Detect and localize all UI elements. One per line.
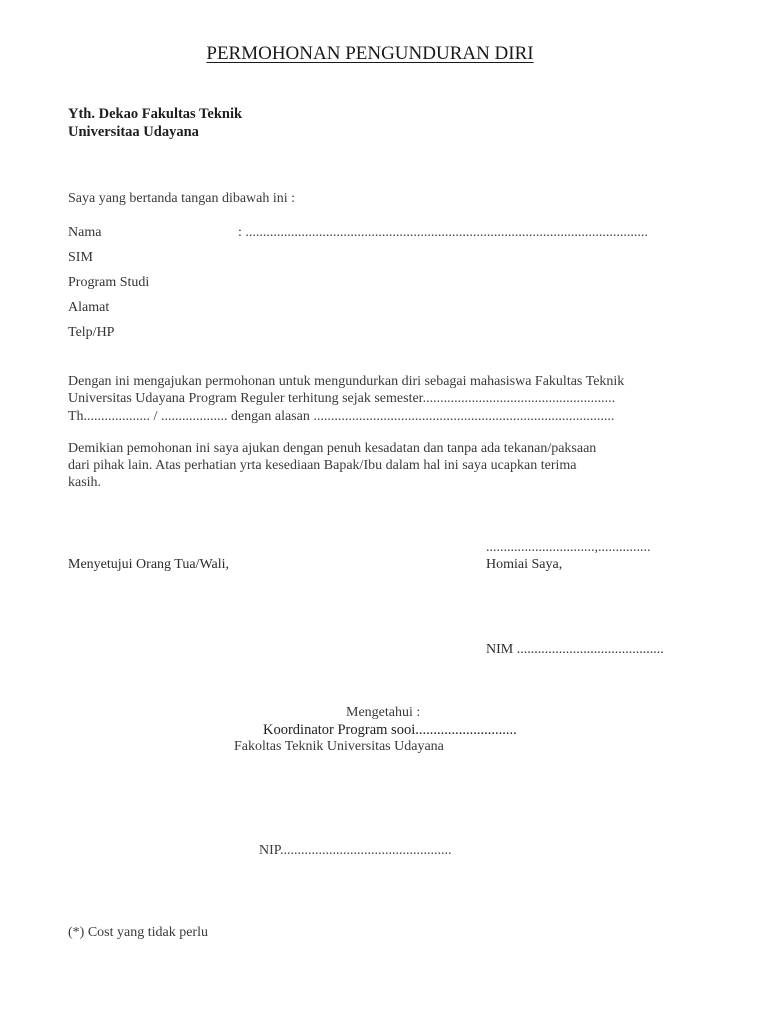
field-label-nama: Nama	[68, 225, 102, 240]
paragraph2-line3: kasih.	[68, 475, 102, 490]
coordinator-line: Koordinator Program sooi............................	[263, 722, 517, 738]
footnote: (*) Cost yang tidak perlu	[68, 925, 208, 940]
date-line: ...............................,...............	[486, 540, 651, 555]
paragraph2-line1: Demikian pemohonan ini saya ajukan dengan penuh kesadatan dan tanpa ada tekanan/paksaan	[68, 441, 597, 456]
paragraph1-line1: Dengan ini mengajukan permohonan untuk mengundurkan diri sebagai mahasiswa Fakultas Teknik	[68, 374, 625, 389]
paragraph1-line2: Universitas Udayana Program Reguler terhitung sejak semester.......................................................	[68, 391, 616, 406]
acknowledgement-label: Mengetahui :	[346, 705, 421, 720]
nim-line: NIM ..........................................	[486, 642, 664, 657]
field-label-telp: Telp/HP	[68, 325, 115, 340]
intro-text: Saya yang bertanda tangan dibawah ini :	[68, 191, 296, 206]
paragraph2-line2: dari pihak lain. Atas perhatian yrta kesediaan Bapak/Ibu dalam hal ini saya ucapkan terima	[68, 458, 577, 473]
approver-label: Menyetujui Orang Tua/Wali,	[68, 557, 230, 572]
nip-line: NIP.................................................	[259, 843, 452, 858]
document-title-text: PERMOHONAN PENGUNDURAN DIRI	[206, 43, 534, 64]
field-label-alamat: Alamat	[68, 300, 110, 315]
field-label-sim: SIM	[68, 250, 93, 265]
applicant-label: Homiai Saya,	[486, 557, 563, 572]
paragraph1-line3: Th................... / ................... dengan alasan ......................................................................................	[68, 409, 615, 424]
addressee-line-1: Yth. Dekao Fakultas Teknik	[68, 106, 243, 122]
field-label-program-studi: Program Studi	[68, 275, 150, 290]
addressee-line-2: Universitaa Udayana	[68, 124, 199, 140]
field-line-nama: : ...................................................................................................................	[238, 225, 648, 240]
document-title	[0, 43, 740, 65]
faculty-line: Fakoltas Teknik Universitas Udayana	[234, 739, 444, 754]
